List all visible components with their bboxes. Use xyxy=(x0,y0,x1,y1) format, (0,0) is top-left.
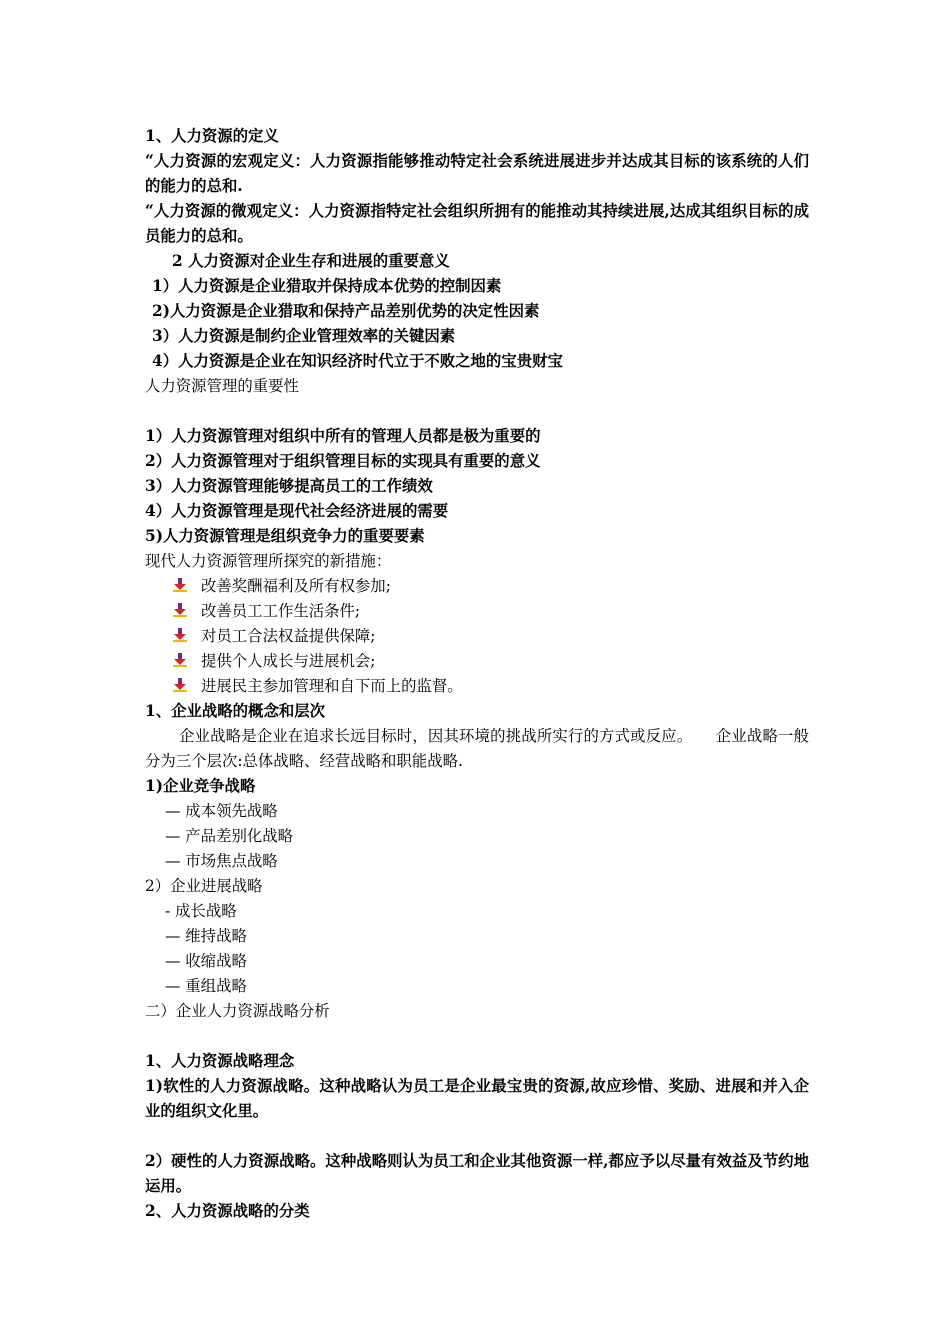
heading-hr-strategy-classification: 2、人力资源战略的分类 xyxy=(145,1202,310,1220)
document-body xyxy=(145,124,809,1224)
paragraph-micro-definition: “人力资源的微观定义：人力资源指特定社会组织所拥有的能推动其持续进展,达成其组织目标的成员能力的总和。 xyxy=(145,202,809,245)
heading-new-measures: 现代人力资源管理所探究的新措施： xyxy=(145,552,392,570)
heading-hrm-importance: 人力资源管理的重要性 xyxy=(145,377,299,395)
arrow-down-bullet-icon xyxy=(173,578,187,592)
bullet-item-4 xyxy=(145,649,809,674)
list-item-maintain: — 维持战略 xyxy=(165,927,247,945)
blank-line xyxy=(145,1024,809,1049)
list-item-importance-4: 4）人力资源管理是现代社会经济进展的需要 xyxy=(145,502,449,520)
list-item-importance-1: 1）人力资源管理对组织中所有的管理人员都是极为重要的 xyxy=(145,427,541,445)
bullet-item-1 xyxy=(145,574,809,599)
bullet-text: 进展民主参加管理和自下而上的监督。 xyxy=(201,677,463,695)
heading-hr-strategy-analysis: 二）企业人力资源战略分析 xyxy=(145,1002,330,1020)
paragraph-macro-definition: “人力资源的宏观定义：人力资源指能够推动特定社会系统进展进步并达成其目标的该系统的人们的能力的总和. xyxy=(145,152,809,195)
arrow-down-bullet-icon xyxy=(173,628,187,642)
heading-hr-strategy-concept: 1、人力资源战略理念 xyxy=(145,1052,295,1070)
arrow-down-bullet-icon xyxy=(173,603,187,617)
paragraph-strategy-definition: 企业战略是企业在追求长远目标时，因其环境的挑战所实行的方式或反应。 企业战略一般分为三个层次:总体战略、经营战略和职能战略. xyxy=(145,727,809,770)
arrow-down-bullet-icon xyxy=(173,653,187,667)
bullet-text: 改善员工工作生活条件; xyxy=(201,602,361,620)
list-item-market-focus: — 市场焦点战略 xyxy=(165,852,278,870)
list-item-cost-leadership: — 成本领先战略 xyxy=(165,802,278,820)
bullet-text: 改善奖酬福利及所有权参加; xyxy=(201,577,391,595)
bullet-item-2 xyxy=(145,599,809,624)
list-item-contraction: — 收缩战略 xyxy=(165,952,247,970)
list-item-differentiation: — 产品差别化战略 xyxy=(165,827,294,845)
list-item-importance-5: 5)人力资源管理是组织竞争力的重要要素 xyxy=(145,527,425,545)
list-item-importance-3: 3）人力资源管理能够提高员工的工作绩效 xyxy=(145,477,433,495)
heading-hr-definition: 1、人力资源的定义 xyxy=(145,127,279,145)
bullet-text: 提供个人成长与进展机会; xyxy=(201,652,376,670)
blank-line xyxy=(145,399,809,424)
list-item-significance-3: 3）人力资源是制约企业管理效率的关键因素 xyxy=(152,327,456,345)
heading-development-strategy: 2）企业进展战略 xyxy=(145,877,263,895)
heading-strategy-concept: 1、企业战略的概念和层次 xyxy=(145,702,326,720)
bullet-text: 对员工合法权益提供保障; xyxy=(201,627,376,645)
heading-hr-significance: 2 人力资源对企业生存和进展的重要意义 xyxy=(172,252,450,270)
bullet-item-5 xyxy=(145,674,809,699)
heading-competitive-strategy: 1)企业竞争战略 xyxy=(145,777,256,795)
list-item-significance-2: 2)人力资源是企业猎取和保持产品差别优势的决定性因素 xyxy=(152,302,540,320)
list-item-restructure: — 重组战略 xyxy=(165,977,247,995)
list-item-importance-2: 2）人力资源管理对于组织管理目标的实现具有重要的意义 xyxy=(145,452,541,470)
blank-line xyxy=(145,1124,809,1149)
arrow-down-bullet-icon xyxy=(173,678,187,692)
paragraph-hard-strategy: 2）硬性的人力资源战略。这种战略则认为员工和企业其他资源一样,都应予以尽量有效益及节约地运用。 xyxy=(145,1152,809,1195)
bullet-item-3 xyxy=(145,624,809,649)
list-item-significance-4: 4）人力资源是企业在知识经济时代立于不败之地的宝贵财宝 xyxy=(152,352,563,370)
paragraph-soft-strategy: 1)软性的人力资源战略。这种战略认为员工是企业最宝贵的资源,故应珍惜、奖励、进展和并入企业的组织文化里。 xyxy=(145,1077,809,1120)
list-item-significance-1: 1）人力资源是企业猎取并保持成本优势的控制因素 xyxy=(152,277,502,295)
list-item-growth: - 成长战略 xyxy=(165,902,237,920)
